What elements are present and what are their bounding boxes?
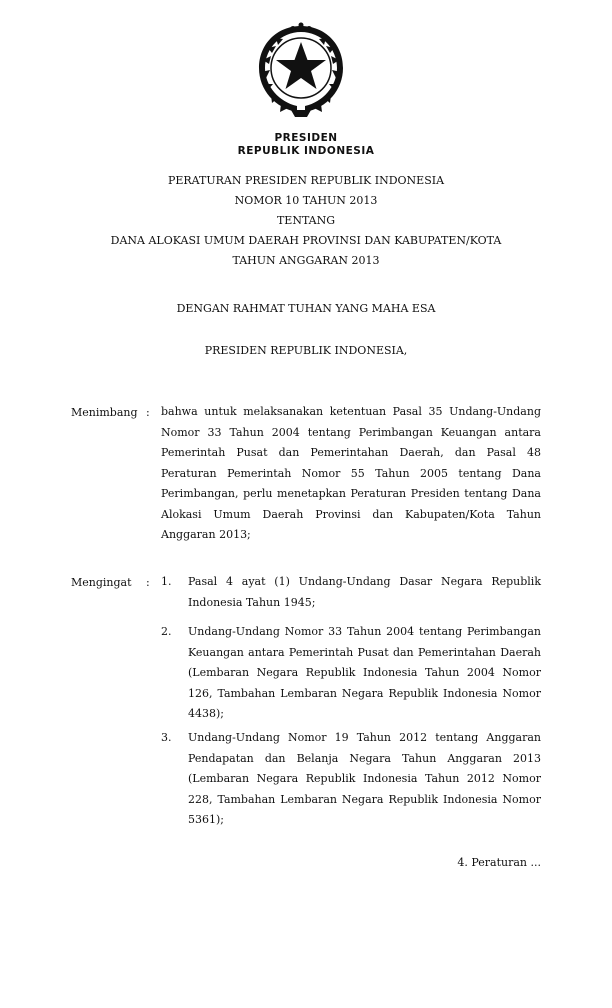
garuda-star-emblem-icon	[251, 20, 351, 120]
mengingat-item-1-text: Pasal 4 ayat (1) Undang-Undang Dasar Negara Republik Indonesia Tahun 1945;	[188, 575, 541, 609]
mengingat-label: Mengingat	[71, 576, 132, 589]
institution-line-1: PRESIDEN	[274, 132, 338, 144]
president-line: PRESIDEN REPUBLIK INDONESIA,	[204, 344, 408, 357]
regulation-subject: DANA ALOKASI UMUM DAERAH PROVINSI DAN KABUPATEN/KOTA	[110, 234, 502, 247]
mengingat-item-1-number: 1.	[161, 575, 172, 588]
regulation-year: TAHUN ANGGARAN 2013	[232, 254, 380, 267]
mengingat-item-3-number: 3.	[161, 731, 172, 744]
mengingat-colon: :	[146, 576, 150, 589]
menimbang-text: bahwa untuk melaksanakan ketentuan Pasal 35 Undang-Undang Nomor 33 Tahun 2004 tentang Perimbangan Keuangan antara Pemerintah Pusat dan Pemerintahan Daerah, dan Pasal 48 Peraturan Pemerintah Nomor 55 Tahun 2005 tentang Dana Perimbangan, perlu menetapkan Peraturan Presiden tentang Dana Alokasi Umum Daerah Provinsi dan Kabupaten/Kota Tahun Anggaran 2013;	[161, 405, 541, 541]
invocation: DENGAN RAHMAT TUHAN YANG MAHA ESA	[176, 302, 436, 315]
mengingat-item-3-text: Undang-Undang Nomor 19 Tahun 2012 tentang Anggaran Pendapatan dan Belanja Negara Tahun Anggaran 2013 (Lembaran Negara Republik Indonesia Tahun 2012 Nomor 228, Tambahan Lembaran Negara Republik Indonesia Nomor 5361);	[188, 731, 541, 826]
regulation-number: NOMOR 10 TAHUN 2013	[234, 194, 378, 207]
institution-line-2: REPUBLIK INDONESIA	[237, 145, 375, 157]
mengingat-item-2-text: Undang-Undang Nomor 33 Tahun 2004 tentang Perimbangan Keuangan antara Pemerintah Pusat dan Pemerintahan Daerah (Lembaran Negara Republik Indonesia Tahun 2004 Nomor 126, Tambahan Lembaran Negara Republik Indonesia Nomor 4438);	[188, 625, 541, 720]
regulation-title: PERATURAN PRESIDEN REPUBLIK INDONESIA	[167, 174, 445, 187]
page-catchword: 4. Peraturan ...	[457, 856, 541, 869]
menimbang-label: Menimbang	[71, 406, 138, 419]
menimbang-colon: :	[146, 406, 150, 419]
regulation-tentang: TENTANG	[276, 214, 336, 227]
mengingat-item-2-number: 2.	[161, 625, 172, 638]
